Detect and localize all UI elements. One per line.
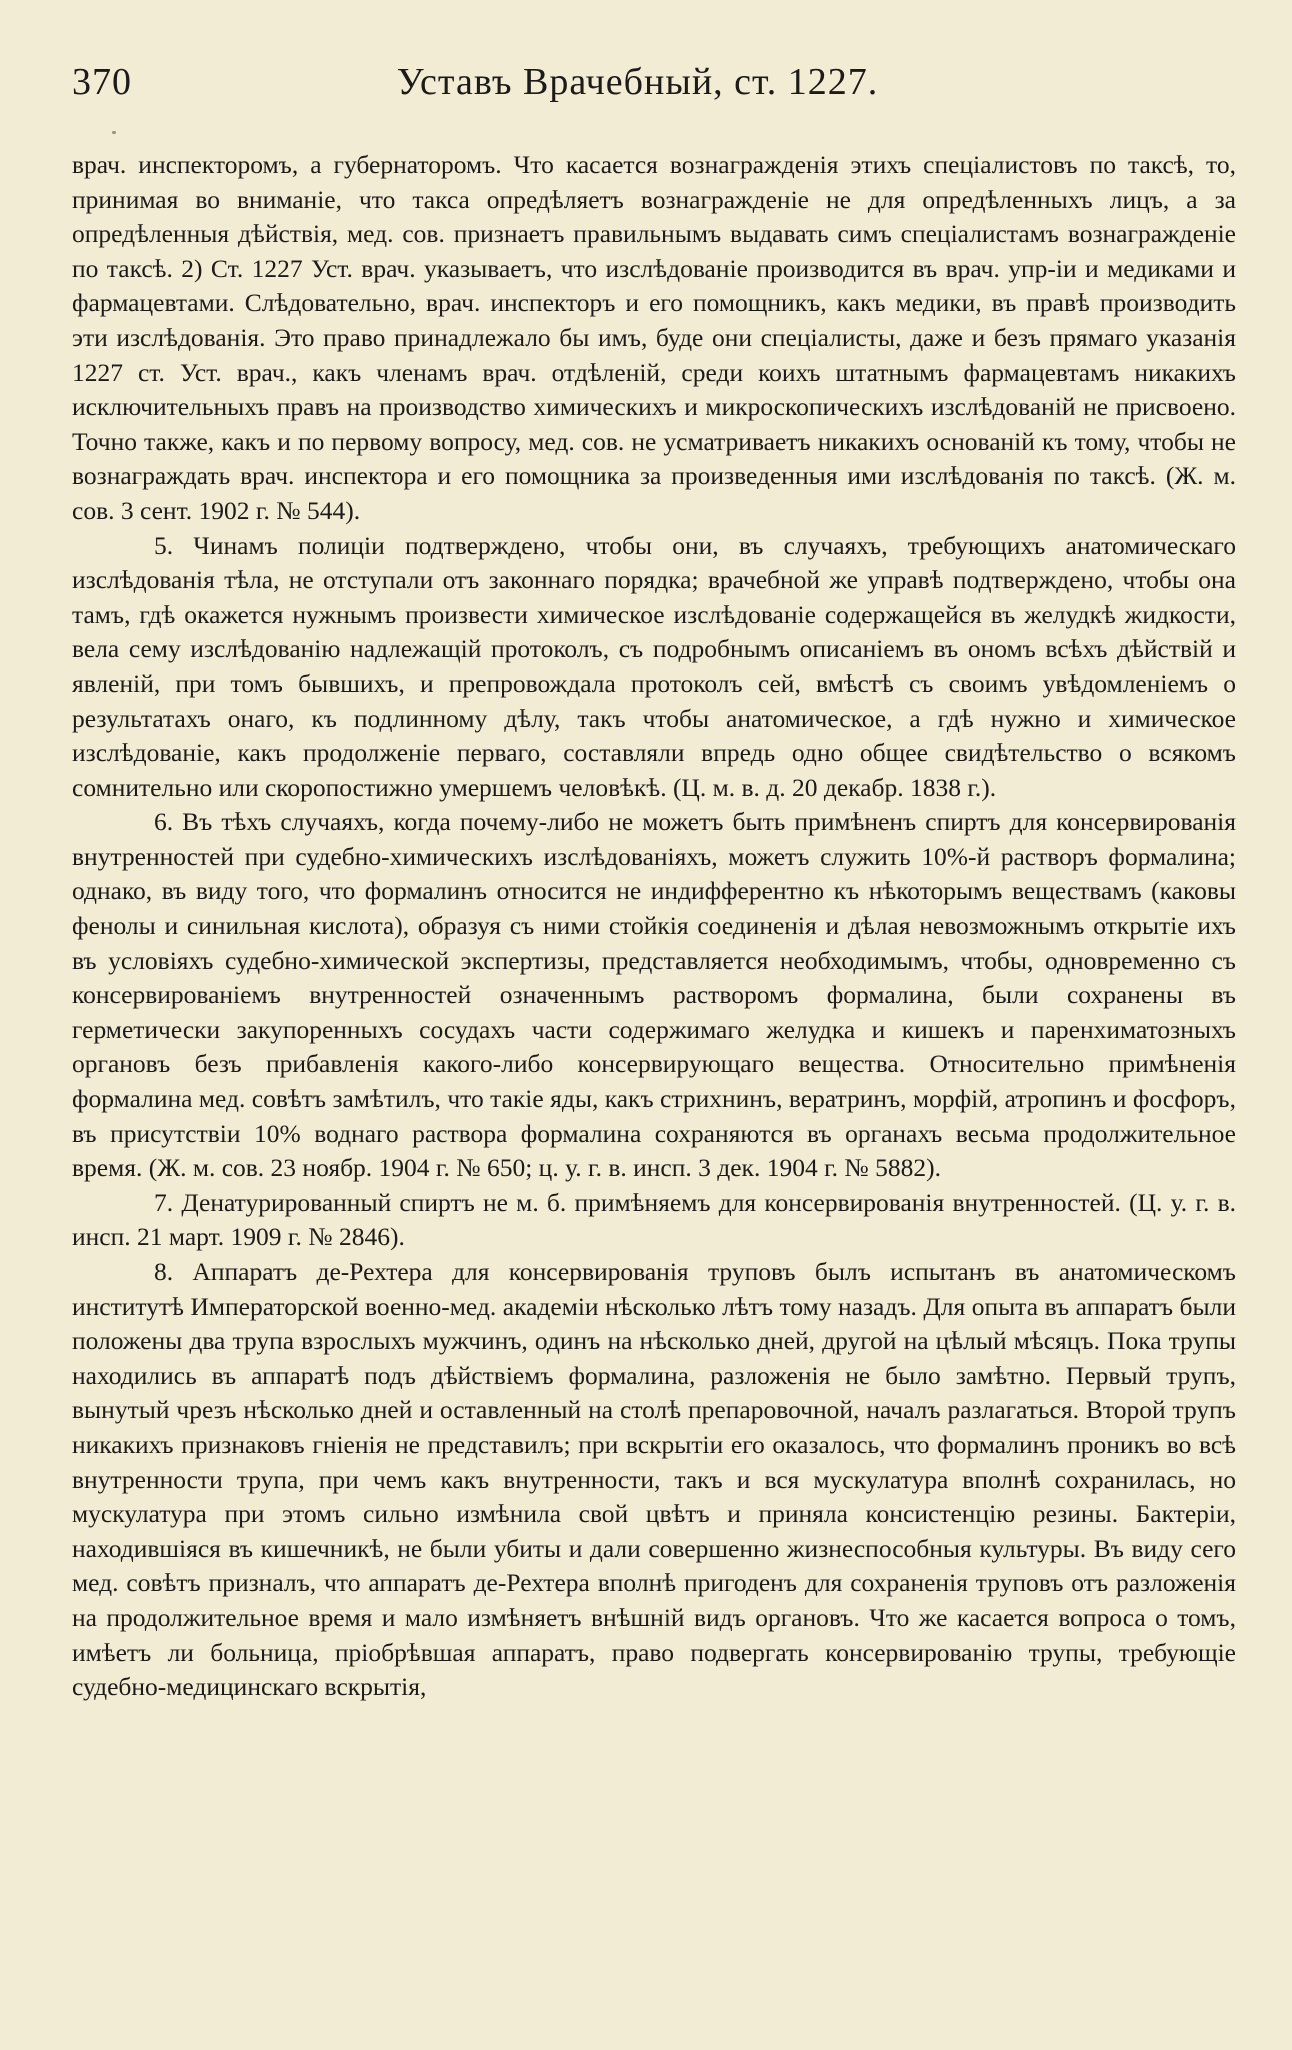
print-speck [112, 131, 116, 134]
paragraph-item-5: 5. Чинамъ полиціи подтверждено, чтобы они, въ случаяхъ, требующихъ анатомическаго изслѣдованія тѣла, не отступали отъ законнаго порядка; врачебной же управѣ подтверждено, чтобы она тамъ, гдѣ окажется нужнымъ произвести химическое изслѣдованіе содержащейся въ желудкѣ жидкости, вела сему изслѣдованію надлежащій протоколъ, съ подробнымъ описаніемъ въ ономъ всѣхъ дѣйствій и явленій, при томъ бывшихъ, и препровождала протоколъ сей, вмѣстѣ съ своимъ увѣдомленіемъ о результатахъ онаго, къ подлинному дѣлу, такъ чтобы анатомическое, а гдѣ нужно и химическое изслѣдованіе, какъ продолженіе перваго, составляли впредь одно общее свидѣтельство о всякомъ сомнительно или скоропостижно умершемъ человѣкѣ. (Ц. м. в. д. 20 декабр. 1838 г.). [72, 530, 1236, 802]
paragraph-continuation: врач. инспекторомъ, а губернаторомъ. Что касается вознагражденія этихъ спеціалистовъ по таксѣ, то, принимая во вниманіе, что такса опредѣляетъ вознагражденіе не для опредѣленныхъ лицъ, а за опредѣленныя дѣйствія, мед. сов. признаетъ правильнымъ выдавать симъ спеціалистамъ вознагражденіе по таксѣ. 2) Ст. 1227 Уст. врач. указываетъ, что изслѣдованіе производится въ врач. упр-іи и медиками и фармацевтами. Слѣдовательно, врач. инспекторъ и его помощникъ, какъ медики, въ правѣ производить эти изслѣдованія. Это право принадлежало бы имъ, буде они спеціалисты, даже и безъ прямаго указанія 1227 ст. Уст. врач., какъ членамъ врач. отдѣленій, среди коихъ штатнымъ фармацевтамъ никакихъ исключительныхъ правъ на производство химическихъ и микроскопическихъ изслѣдованій не присвоено. Точно также, какъ и по первому вопросу, мед. сов. не усматриваетъ никакихъ основаній къ тому, чтобы не вознаграждать врач. инспектора и его помощника за произведенныя ими изслѣдованія по таксѣ. (Ж. м. сов. 3 сент. 1902 г. № 544). [72, 150, 1236, 525]
paragraph-item-6: 6. Въ тѣхъ случаяхъ, когда почему-либо не можетъ быть примѣненъ спиртъ для консервированія внутренностей при судебно-химическихъ изслѣдованіяхъ, можетъ служить 10%-й растворъ формалина; однако, въ виду того, что формалинъ относится не индифферентно къ нѣкоторымъ веществамъ (каковы фенолы и синильная кислота), образуя съ ними стойкія соединенія и дѣлая невозможнымъ открытіе ихъ въ условіяхъ судебно-химической экспертизы, представляется необходимымъ, чтобы, одновременно съ консервированіемъ внутренностей означеннымъ растворомъ формалина, были сохранены въ герметически закупоренныхъ сосудахъ части содержимаго желудка и кишекъ и паренхиматозныхъ органовъ безъ прибавленія какого-либо консервирующаго вещества. Относительно примѣненія формалина мед. совѣтъ замѣтилъ, что такіе яды, какъ стрихнинъ, вератринъ, морфій, атропинъ и фосфоръ, въ присутствіи 10% воднаго раствора формалина сохраняются въ органахъ весьма продолжительное время. (Ж. м. сов. 23 ноябр. 1904 г. № 650; ц. у. г. в. инсп. 3 дек. 1904 г. № 5882). [72, 807, 1236, 1183]
page-header [40, 60, 1235, 110]
paragraph-item-8: 8. Аппаратъ де-Рехтера для консервированія труповъ былъ испытанъ въ анатомическомъ институтѣ Императорской военно-мед. академіи нѣсколько лѣтъ тому назадъ. Для опыта въ аппаратъ были положены два трупа взрослыхъ мужчинъ, одинъ на нѣсколько дней, другой на цѣлый мѣсяцъ. Пока трупы находились въ аппаратѣ подъ дѣйствіемъ формалина, разложенія не было замѣтно. Первый трупъ, вынутый чрезъ нѣсколько дней и оставленный на столѣ препаровочной, началъ разлагаться. Второй трупъ никакихъ признаковъ гніенія не представилъ; при вскрытіи его оказалось, что формалинъ проникъ во всѣ внутренности трупа, при чемъ какъ внутренности, такъ и вся мускулатура вполнѣ сохранилась, но мускулатура при этомъ сильно измѣнила свой цвѣтъ и приняла консистенцію резины. Бактеріи, находившіяся въ кишечникѣ, не были убиты и дали совершенно жизнеспособныя культуры. Въ виду сего мед. совѣтъ призналъ, что аппаратъ де-Рехтера вполнѣ пригоденъ для сохраненія труповъ отъ разложенія на продолжительное время и мало измѣняетъ внѣшній видъ органовъ. Что же касается вопроса о томъ, имѣетъ ли больница, пріобрѣвшая аппаратъ, право подвергать консервированію трупы, требующіе судебно-медицинскаго вскрытія, [72, 1257, 1236, 1702]
paragraph-item-7: 7. Денатурированный спиртъ не м. б. примѣняемъ для консервированія внутренностей. (Ц. у. г. в. инсп. 21 март. 1909 г. № 2846). [72, 1187, 1236, 1252]
page-number: 370 [72, 61, 132, 103]
body-text [72, 148, 1236, 1705]
running-title: Уставъ Врачебный, ст. 1227. [396, 61, 879, 103]
